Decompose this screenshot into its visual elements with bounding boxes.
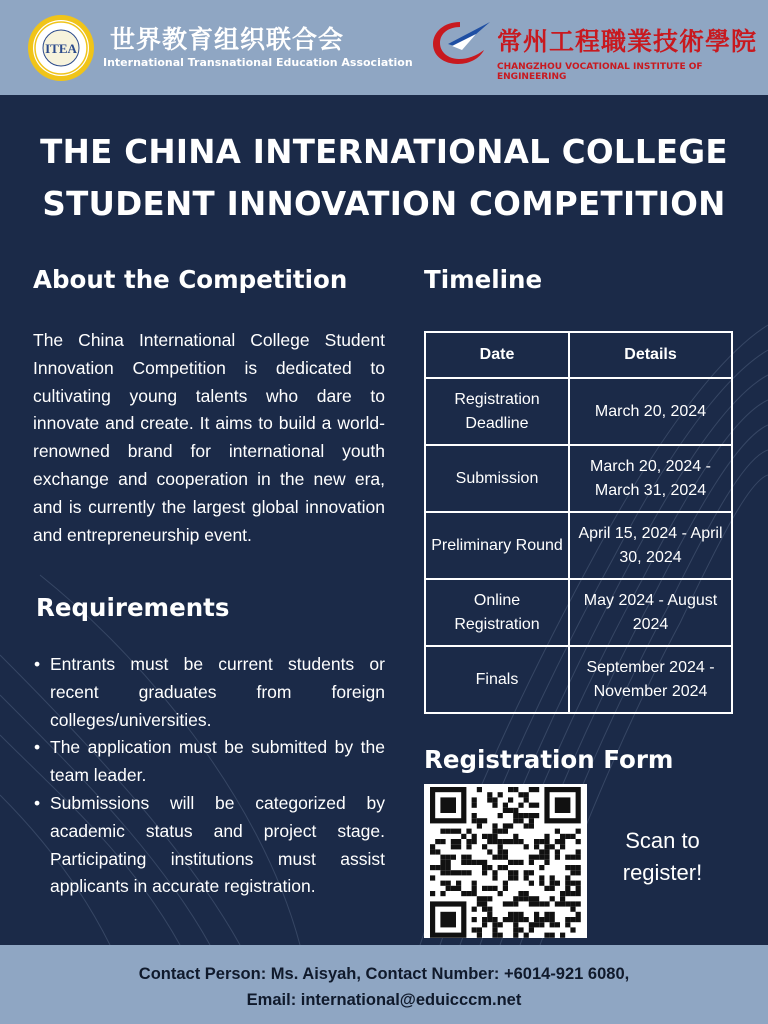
list-item: • Entrants must be current students or recent graduates from foreign colleges/universities. (34, 651, 385, 734)
table-row (425, 646, 732, 713)
list-item: • Submissions will be categorized by academic status and project stage. Participating institutions must assist applicants in accurate registration. (34, 790, 385, 901)
scan-to-register-text: Scan to register! (622, 828, 703, 885)
requirements-heading: Requirements (36, 593, 230, 622)
timeline-heading: Timeline (424, 265, 543, 294)
contact-info (0, 961, 768, 1013)
column-header-date: Date (425, 332, 569, 378)
contact-line: Contact Person: Ms. Aisyah, Contact Number: +6014-921 6080, (138, 965, 630, 983)
timeline-date: Online Registration (425, 579, 569, 646)
timeline-date: Registration Deadline (425, 378, 569, 445)
cvie-swoosh-icon (430, 18, 492, 66)
table-row (425, 512, 732, 579)
college-name-en: CHANGZHOU VOCATIONAL INSTITUTE OF ENGINEERING (497, 62, 703, 82)
email-line[interactable]: Email: international@eduicccm.net (246, 991, 522, 1009)
timeline-date: Finals (425, 646, 569, 713)
qr-code-icon[interactable] (424, 784, 587, 938)
list-item: • The application must be submitted by the team leader. (34, 734, 385, 790)
column-header-details: Details (569, 332, 732, 378)
svg-text:ITEA: ITEA (45, 41, 77, 56)
title-line-1: THE CHINA INTERNATIONAL COLLEGE (40, 133, 728, 171)
about-heading: About the Competition (33, 265, 348, 294)
table-header-row (425, 332, 732, 378)
timeline-details: March 20, 2024 (569, 378, 732, 445)
timeline-details: September 2024 - November 2024 (569, 646, 732, 713)
requirements-list (34, 651, 385, 901)
about-text: The China International College Student Innovation Competition is dedicated to cultivating young talents who dare to innovate and create. It aims to build a world-renowned brand for international youth exchange and cooperation in the new era, and is currently the largest global innovation and entrepreneurship event. (33, 330, 385, 545)
timeline-details: March 20, 2024 - March 31, 2024 (569, 445, 732, 512)
timeline-details: April 15, 2024 - April 30, 2024 (569, 512, 732, 579)
registration-heading: Registration Form (424, 745, 674, 774)
header-banner (0, 0, 768, 95)
title-line-2: STUDENT INNOVATION COMPETITION (42, 185, 726, 223)
timeline-details: May 2024 - August 2024 (569, 579, 732, 646)
table-row (425, 445, 732, 512)
timeline-table (424, 331, 733, 714)
table-row (425, 579, 732, 646)
poster-title (20, 126, 748, 230)
table-row (425, 378, 732, 445)
timeline-date: Submission (425, 445, 569, 512)
itea-name-en: International Transnational Education Association (103, 56, 413, 69)
itea-name-cn: 世界教育组织联合会 (110, 25, 345, 54)
college-name-cn: 常州工程職業技術學院 (497, 27, 758, 56)
itea-seal-icon (27, 14, 95, 82)
timeline-date: Preliminary Round (425, 512, 569, 579)
